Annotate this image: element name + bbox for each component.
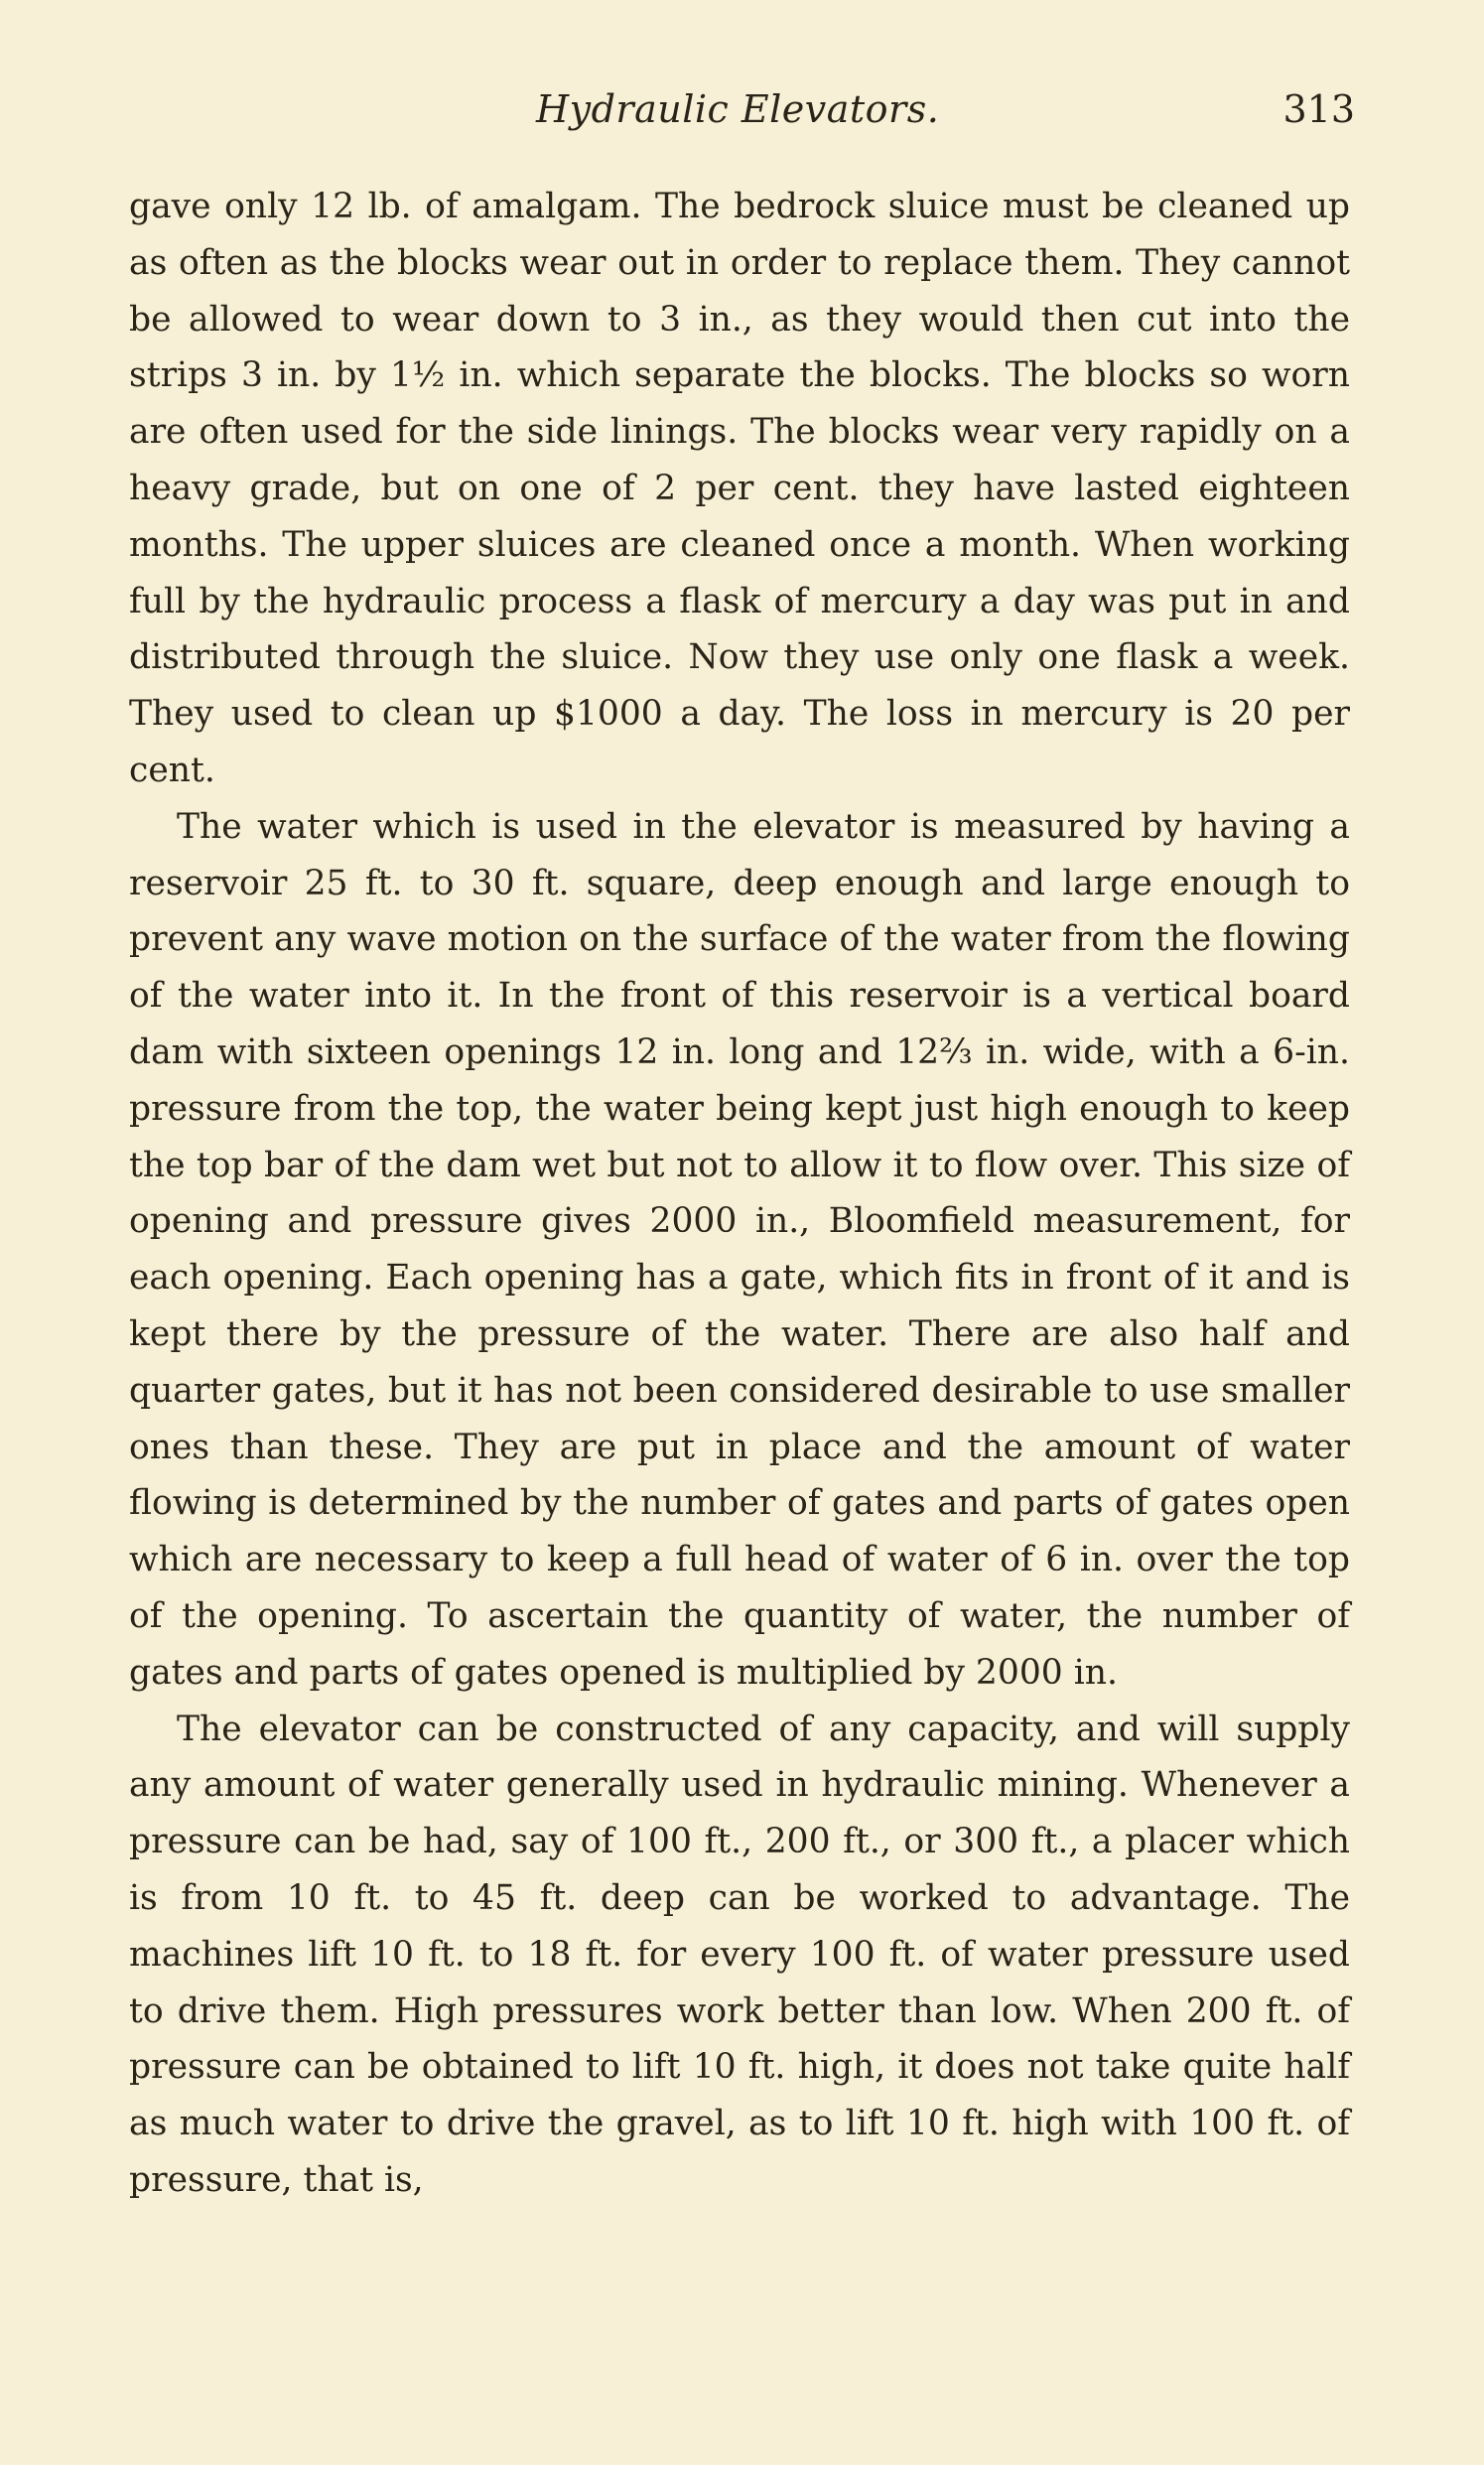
running-title: Hydraulic Elevators.: [536, 87, 940, 131]
paragraph-elevator-capacity: The elevator can be constructed of any capacity, and will supply any amount of water generally used in hydraulic mining. Whenever a pressure can be had, say of 100 ft., 200 ft., or 300 ft., a placer which is from 10 ft. to 45 ft. deep can be worked to advantage. The machines lift 10 ft. to 18 ft. for every 100 ft. of water pressure used to drive them. High pressures work better than low. When 200 ft. of pressure can be obtained to lift 10 ft. high, it does not take quite half as much water to drive the gravel, as to lift 10 ft. high with 100 ft. of pressure, that is,: [129, 1709, 1350, 2200]
body-text: [129, 179, 1350, 2209]
paragraph-water-measurement: The water which is used in the elevator is measured by having a reservoir 25 ft. to 30 ft. square, deep enough and large enough to prevent any wave motion on the surface of the water from the flowing of the water into it. In the front of this reservoir is a vertical board dam with sixteen openings 12 in. long and 12⅔ in. wide, with a 6-in. pressure from the top, the water being kept just high enough to keep the top bar of the dam wet but not to allow it to flow over. This size of opening and pressure gives 2000 in., Bloomfield measurement, for each opening. Each opening has a gate, which fits in front of it and is kept there by the pressure of the water. There are also half and quarter gates, but it has not been considered desirable to use smaller ones than these. They are put in place and the amount of water flowing is determined by the number of gates and parts of gates open which are necessary to keep a full head of water of 6 in. over the top of the opening. To ascertain the quantity of water, the number of gates and parts of gates opened is multiplied by 2000 in.: [129, 806, 1350, 1693]
running-head: [129, 87, 1355, 147]
paragraph-continued: gave only 12 lb. of amalgam. The bedrock sluice must be cleaned up as often as the blocks wear out in order to replace them. They cannot be allowed to wear down to 3 in., as they would then cut into the strips 3 in. by 1½ in. which separate the blocks. The blocks so worn are often used for the side linings. The blocks wear very rapidly on a heavy grade, but on one of 2 per cent. they have lasted eighteen months. The upper sluices are cleaned once a month. When working full by the hydraulic process a flask of mercury a day was put in and distributed through the sluice. Now they use only one flask a week. They used to clean up $1000 a day. The loss in mercury is 20 per cent.: [129, 187, 1350, 790]
page-number: 313: [1282, 87, 1355, 131]
